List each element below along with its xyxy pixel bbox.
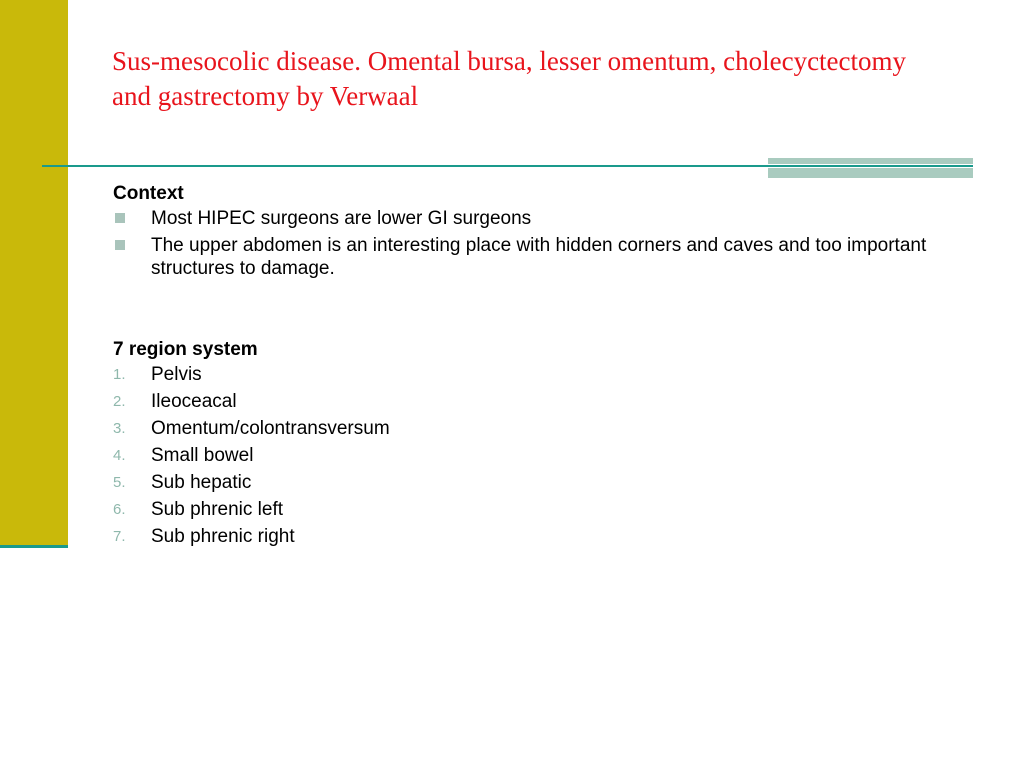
square-bullet-icon xyxy=(115,240,125,250)
context-bullet-list xyxy=(113,207,973,280)
region-label: Small bowel xyxy=(151,445,254,466)
region-system-heading: 7 region system xyxy=(113,339,258,360)
list-number: 4. xyxy=(113,447,126,464)
list-number: 3. xyxy=(113,420,126,437)
list-number: 5. xyxy=(113,474,126,491)
region-label: Sub phrenic right xyxy=(151,526,295,547)
list-item xyxy=(113,363,973,386)
list-item xyxy=(113,525,973,548)
list-item xyxy=(113,207,973,230)
region-label: Ileoceacal xyxy=(151,391,237,412)
divider-accent-block xyxy=(768,158,973,178)
bullet-text: The upper abdomen is an interesting place with hidden corners and caves and too important structures to damage. xyxy=(151,235,927,279)
region-list xyxy=(113,363,973,548)
list-item xyxy=(113,390,973,413)
list-number: 1. xyxy=(113,366,126,383)
list-number: 6. xyxy=(113,501,126,518)
bullet-text: Most HIPEC surgeons are lower GI surgeons xyxy=(151,208,532,229)
region-label: Pelvis xyxy=(151,364,202,385)
slide-body xyxy=(113,180,973,552)
context-heading: Context xyxy=(113,183,184,204)
list-number: 2. xyxy=(113,393,126,410)
square-bullet-icon xyxy=(115,213,125,223)
region-label: Sub phrenic left xyxy=(151,499,284,520)
region-label: Sub hepatic xyxy=(151,472,252,493)
list-number: 7. xyxy=(113,528,126,545)
list-item xyxy=(113,444,973,467)
slide-title: Sus-mesocolic disease. Omental bursa, lesser omentum, cholecyctectomy and gastrectomy by Verwaal xyxy=(112,46,907,111)
left-accent-bar xyxy=(0,0,68,545)
list-item xyxy=(113,498,973,521)
list-item xyxy=(113,234,973,280)
list-item xyxy=(113,471,973,494)
list-item xyxy=(113,417,973,440)
region-label: Omentum/colontransversum xyxy=(151,418,390,439)
left-bar-underline xyxy=(0,545,68,548)
